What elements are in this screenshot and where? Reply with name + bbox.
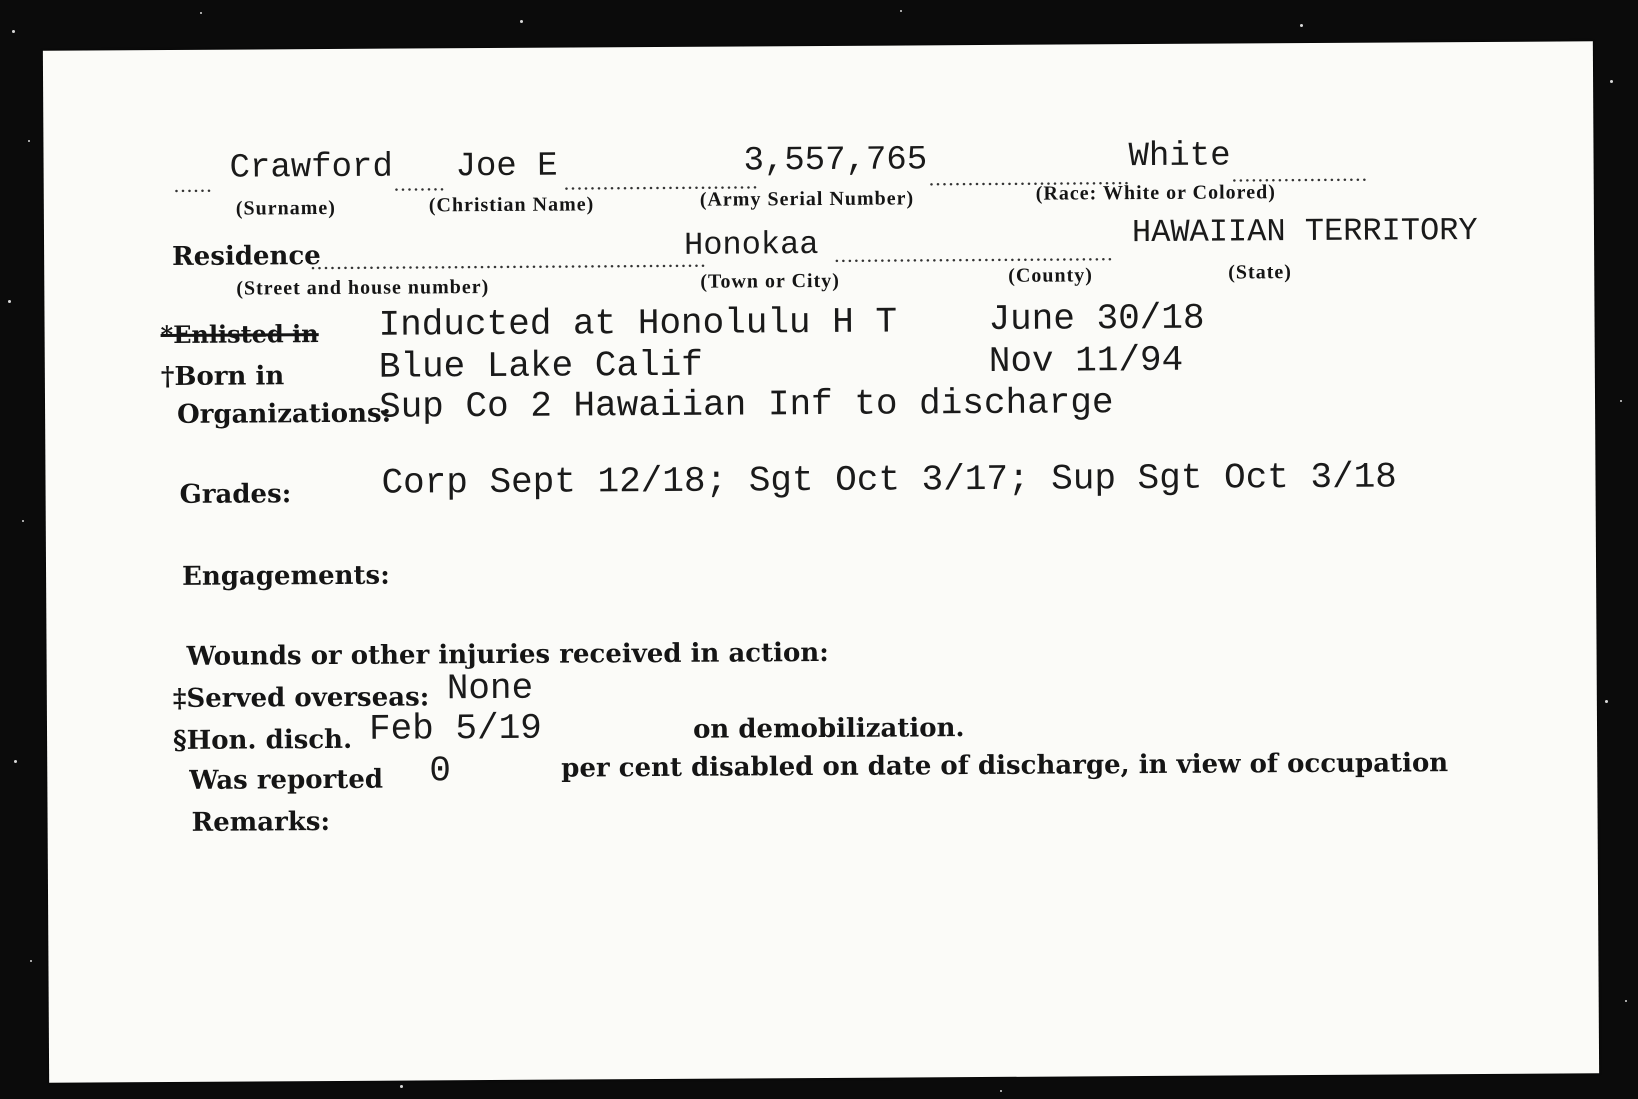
town-caption: (Town or City) (700, 269, 840, 293)
leader-dots: ...... (173, 171, 213, 197)
serial-number-caption: (Army Serial Number) (699, 187, 915, 211)
leader-dots: .............................. (563, 168, 759, 195)
leader-dots: ..................... (1231, 160, 1369, 187)
reported-value: 0 (429, 750, 452, 792)
race-value: White (1128, 137, 1231, 177)
born-value: Blue Lake Calif (378, 344, 703, 388)
served-overseas-value: None (446, 667, 534, 710)
discharge-label: §Hon. disch. (172, 724, 353, 756)
state-value: HAWAIIAN TERRITORY (1131, 211, 1478, 252)
organizations-value: Sup Co 2 Hawaiian Inf to discharge (378, 382, 1114, 428)
record-card (43, 41, 1599, 1082)
remarks-label: Remarks: (191, 807, 331, 838)
enlisted-value: Inducted at Honolulu H T (378, 301, 898, 346)
county-caption: (County) (1008, 264, 1093, 287)
enlisted-label: *Enlisted in (160, 319, 319, 350)
leader-dots: ........ (393, 170, 446, 196)
residence-label: Residence (172, 241, 321, 272)
discharge-value: Feb 5/19 (368, 707, 542, 750)
leader-dots: ............................... (928, 164, 1131, 191)
surname-caption: (Surname) (235, 196, 337, 220)
leader-dots: ........................................... (834, 240, 1114, 267)
christian-name-value: Joe E (455, 147, 558, 187)
town-value: Honokaa (683, 226, 819, 264)
surname-value: Crawford (229, 148, 393, 188)
leader-dots: ............................................................. (310, 246, 707, 275)
state-caption: (State) (1228, 261, 1292, 284)
born-date: Nov 11/94 (988, 339, 1184, 382)
grades-value: Corp Sept 12/18; Sgt Oct 3/17; Sup Sgt Oct 3/18 (381, 456, 1397, 504)
wounds-label: Wounds or other injuries received in action: (186, 637, 829, 672)
served-overseas-label: ‡Served overseas: (172, 682, 430, 714)
christian-name-caption: (Christian Name) (428, 193, 595, 217)
born-label: †Born in (160, 361, 285, 393)
street-caption: (Street and house number) (236, 276, 490, 300)
engagements-label: Engagements: (181, 560, 390, 592)
race-caption: (Race: White or Colored) (1035, 181, 1276, 205)
enlisted-date: June 30/18 (988, 297, 1205, 340)
grades-label: Grades: (179, 479, 292, 510)
organizations-label: Organizations: (176, 398, 392, 430)
reported-suffix: per cent disabled on date of discharge, in view of occupation (561, 748, 1449, 784)
reported-label: Was reported (189, 764, 384, 796)
discharge-suffix: on demobilization. (692, 713, 965, 745)
serial-number-value: 3,557,765 (743, 141, 928, 181)
